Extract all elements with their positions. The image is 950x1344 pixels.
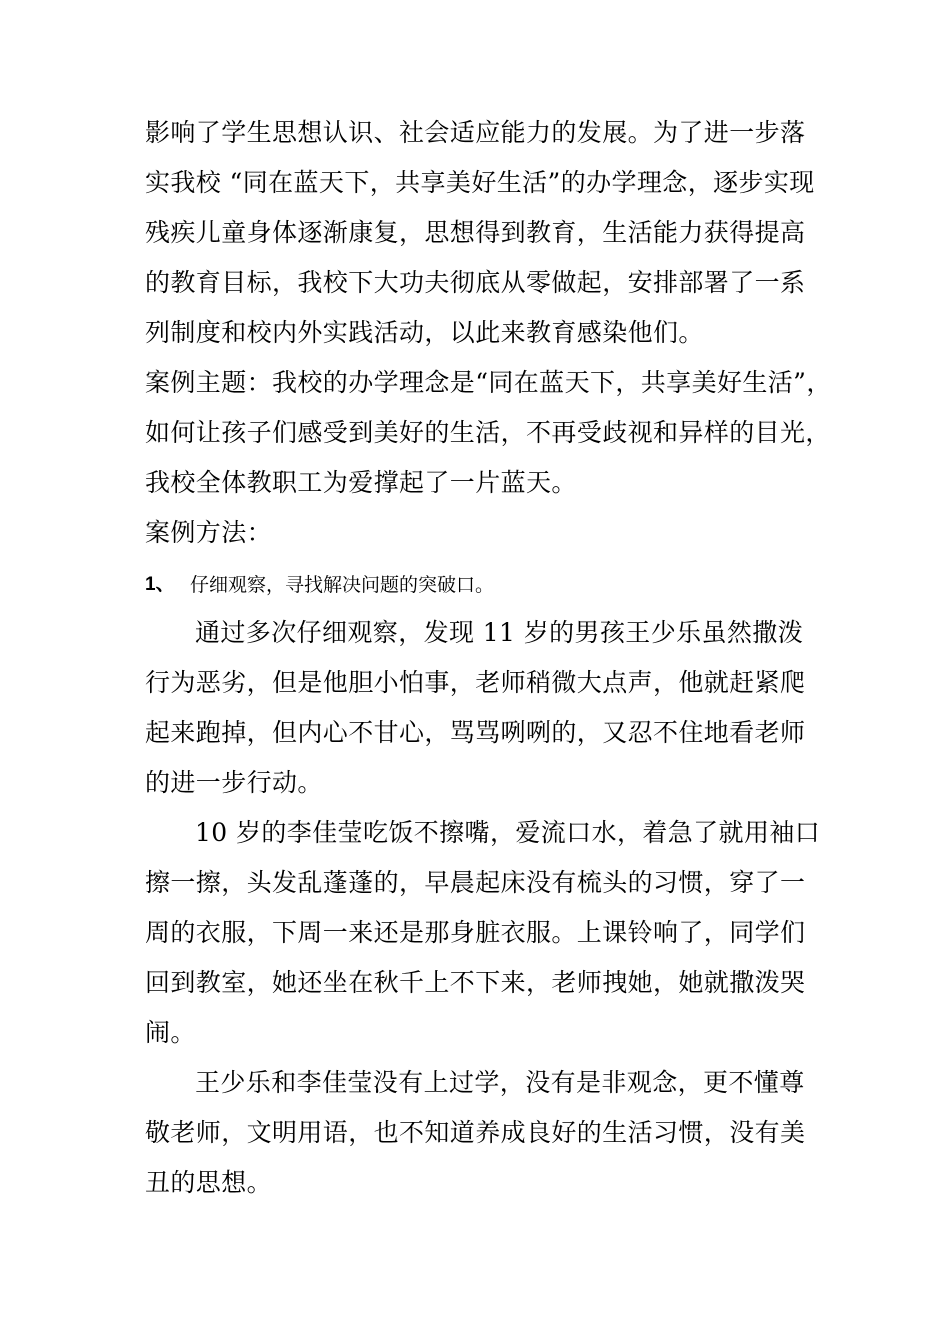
para1-line-5: 列制度和校内外实践活动，以此来教育感染他们。	[145, 318, 704, 347]
para2-line-2: 行为恶劣，但是他胆小怕事，老师稍微大点声，他就赶紧爬	[145, 668, 806, 697]
para2-line-1: 通过多次仔细观察，发现 11 岁的男孩王少乐虽然撒泼	[195, 618, 804, 647]
list-item-text: 仔细观察，寻找解决问题的突破口。	[190, 574, 495, 596]
para1-line-4: 的教育目标，我校下大功夫彻底从零做起，安排部署了一系	[145, 268, 806, 297]
para3-line-4: 回到教室，她还坐在秋千上不下来，老师拽她，她就撒泼哭	[145, 968, 806, 997]
para2-line-4: 的进一步行动。	[145, 768, 323, 797]
para4-line-2: 敬老师，文明用语，也不知道养成良好的生活习惯，没有美	[145, 1118, 806, 1147]
para4-line-3: 丑的思想。	[145, 1168, 273, 1197]
para1-line-1: 影响了学生思想认识、社会适应能力的发展。为了进一步落	[145, 118, 806, 147]
para3-line-1: 10 岁的李佳莹吃饭不擦嘴，爱流口水，着急了就用袖口	[195, 818, 821, 847]
para3-line-2: 擦一擦，头发乱蓬蓬的，早晨起床没有梳头的习惯，穿了一	[145, 868, 806, 897]
theme-line-1: 案例主题：我校的办学理念是“同在蓝天下，共享美好生活”，	[145, 368, 832, 397]
method-heading: 案例方法：	[145, 518, 273, 547]
para3-line-5: 闹。	[145, 1018, 196, 1047]
theme-line-3: 我校全体教职工为爱撑起了一片蓝天。	[145, 468, 577, 497]
para3-line-3: 周的衣服，下周一来还是那身脏衣服。上课铃响了，同学们	[145, 918, 806, 947]
theme-line-2: 如何让孩子们感受到美好的生活，不再受歧视和异样的目光，	[145, 418, 831, 447]
para2-line-3: 起来跑掉，但内心不甘心，骂骂咧咧的，又忍不住地看老师	[145, 718, 806, 747]
para1-line-3: 残疾儿童身体逐渐康复，思想得到教育，生活能力获得提高	[145, 218, 806, 247]
para4-line-1: 王少乐和李佳莹没有上过学，没有是非观念，更不懂尊	[195, 1068, 805, 1097]
para1-line-2: 实我校 “同在蓝天下，共享美好生活”的办学理念，逐步实现	[145, 168, 815, 197]
list-item-number: 1、	[145, 574, 175, 595]
